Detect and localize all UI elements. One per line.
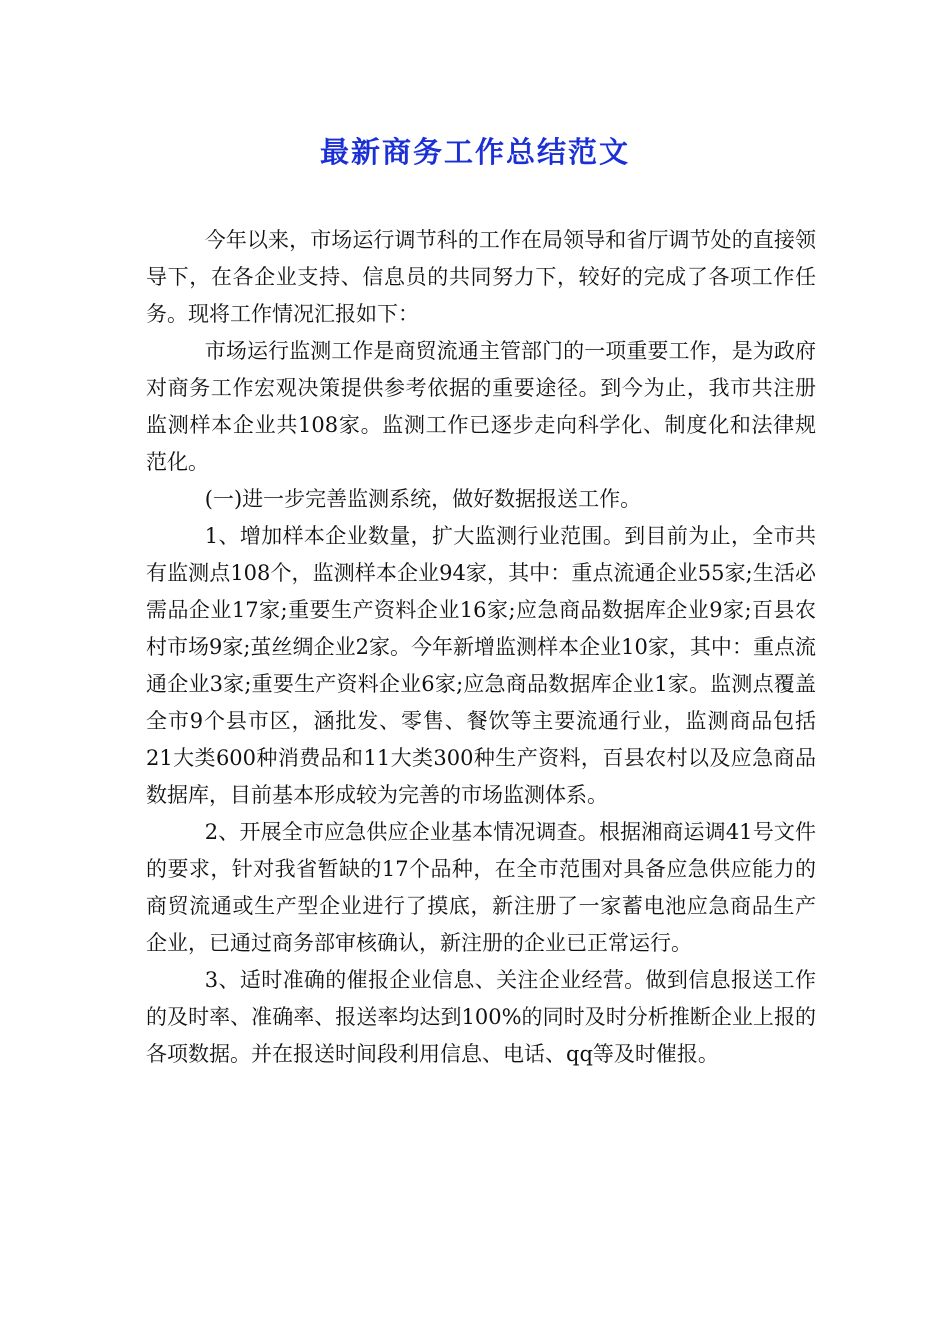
paragraph-item-2: 2、开展全市应急供应企业基本情况调查。根据湘商运调41号文件的要求，针对我省暂缺的17个品种，在全市范围对具备应急供应能力的商贸流通或生产型企业进行了摸底，新注册了一家蓄电池应急商品生产企业，已通过商务部审核确认，新注册的企业已正常运行。 (146, 820, 816, 955)
paragraph-section-heading: (一)进一步完善监测系统，做好数据报送工作。 (204, 487, 642, 511)
paragraph-item-3: 3、适时准确的催报企业信息、关注企业经营。做到信息报送工作的及时率、准确率、报送率均达到100%的同时及时分析推断企业上报的各项数据。并在报送时间段利用信息、电话、qq等及时催报。 (146, 968, 816, 1066)
document-title: 最新商务工作总结范文 (319, 135, 630, 169)
paragraph-monitoring-overview: 市场运行监测工作是商贸流通主管部门的一项重要工作，是为政府对商务工作宏观决策提供参考依据的重要途径。到今为止，我市共注册监测样本企业共108家。监测工作已逐步走向科学化、制度化和法律规范化。 (146, 339, 816, 474)
paragraph-intro: 今年以来，市场运行调节科的工作在局领导和省厅调节处的直接领导下，在各企业支持、信息员的共同努力下，较好的完成了各项工作任务。现将工作情况汇报如下： (146, 228, 816, 326)
paragraph-item-1: 1、增加样本企业数量，扩大监测行业范围。到目前为止，全市共有监测点108个，监测样本企业94家，其中：重点流通企业55家;生活必需品企业17家;重要生产资料企业16家;应急商品数据库企业9家;百县农村市场9家;茧丝绸企业2家。今年新增监测样本企业10家，其中：重点流通企业3家;重要生产资料企业6家;应急商品数据库企业1家。监测点覆盖全市9个县市区，涵批发、零售、餐饮等主要流通行业，监测商品包括21大类600种消费品和11大类300种生产资料，百县农村以及应急商品数据库，目前基本形成较为完善的市场监测体系。 (146, 524, 816, 807)
document-body (146, 222, 816, 1073)
